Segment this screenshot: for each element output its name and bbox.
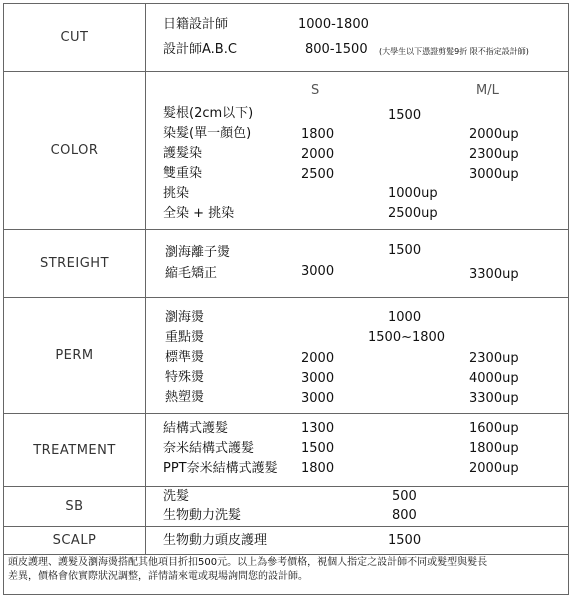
service-price-s: 3000 xyxy=(301,371,335,386)
section-label-perm: PERM xyxy=(4,298,146,413)
service-price-ml: 3300up xyxy=(469,267,519,282)
section-color xyxy=(4,72,568,230)
service-name: 特殊燙 xyxy=(165,370,205,385)
service-price: 1500~1800 xyxy=(368,330,446,345)
service-price: 2500up xyxy=(388,206,438,221)
service-price-ml: 4000up xyxy=(469,371,519,386)
footer-line: 差異，價格會依實際狀況調整，詳情請來電或現場詢問您的設計師。 xyxy=(8,571,308,582)
service-price-ml: 1600up xyxy=(469,421,519,436)
service-price: 1000 xyxy=(388,310,422,325)
service-name: 護髮染 xyxy=(163,146,203,161)
section-label-sb: SB xyxy=(4,487,146,526)
column-header-ml: M/L xyxy=(476,83,499,98)
service-name: 奈米結構式護髮 xyxy=(163,441,255,456)
column-header-s: S xyxy=(311,83,320,98)
section-label-streight: STREIGHT xyxy=(4,230,146,297)
service-name: 生物動力洗髮 xyxy=(163,508,242,523)
service-price: 500 xyxy=(392,489,417,504)
service-note: (大學生以下憑證剪髮9折 限不指定設計師) xyxy=(379,47,529,56)
section-scalp xyxy=(4,527,568,555)
service-price-ml: 3000up xyxy=(469,167,519,182)
service-price: 1500 xyxy=(388,108,422,123)
service-price-s: 1500 xyxy=(301,441,335,456)
service-name: 洗髮 xyxy=(163,489,190,504)
section-label-color: COLOR xyxy=(4,72,146,229)
service-name: 染髮(單一顏色) xyxy=(163,126,252,141)
service-price: 800 xyxy=(392,508,417,523)
service-price: 1000up xyxy=(388,186,438,201)
service-name: PPT奈米結構式護髮 xyxy=(163,461,278,476)
service-price: 1000-1800 xyxy=(298,17,369,32)
service-price: 800-1500 xyxy=(305,42,368,57)
service-price-ml: 2000up xyxy=(469,127,519,142)
service-price-ml: 2000up xyxy=(469,461,519,476)
service-name: 生物動力頭皮護理 xyxy=(163,533,268,548)
service-price-s: 2000 xyxy=(301,147,335,162)
service-price: 1500 xyxy=(388,243,422,258)
service-price-s: 1800 xyxy=(301,127,335,142)
section-treatment xyxy=(4,414,568,487)
service-price-s: 1800 xyxy=(301,461,335,476)
service-name: 日籍設計師 xyxy=(163,17,229,32)
service-name: 重點燙 xyxy=(165,330,205,345)
service-name: 全染 + 挑染 xyxy=(163,206,235,221)
section-label-treatment: TREATMENT xyxy=(4,414,146,486)
section-label-scalp: SCALP xyxy=(4,527,146,554)
service-price-s: 2000 xyxy=(301,351,335,366)
section-perm xyxy=(4,298,568,414)
service-price-s: 2500 xyxy=(301,167,335,182)
service-price-s: 3000 xyxy=(301,391,335,406)
service-name: 瀏海燙 xyxy=(165,310,205,325)
service-name: 挑染 xyxy=(163,186,190,201)
service-price-ml: 1800up xyxy=(469,441,519,456)
section-streight xyxy=(4,230,568,298)
service-price-s: 3000 xyxy=(301,264,335,279)
service-price-s: 1300 xyxy=(301,421,335,436)
service-name: 結構式護髮 xyxy=(163,421,229,436)
service-name: 瀏海離子燙 xyxy=(165,245,231,260)
service-name: 髮根(2cm以下) xyxy=(163,106,254,121)
section-sb xyxy=(4,487,568,527)
service-name: 雙重染 xyxy=(163,166,203,181)
price-table xyxy=(3,3,569,595)
footer-line: 頭皮護理、護髮及瀏海燙搭配其他項目折扣500元。以上為參考價格，視個人指定之設計師不同或髮型與髮長 xyxy=(8,557,488,568)
section-cut xyxy=(4,4,568,72)
service-name: 標準燙 xyxy=(165,350,205,365)
service-name: 縮毛矯正 xyxy=(165,266,218,281)
footer-note xyxy=(8,556,558,584)
service-price-ml: 2300up xyxy=(469,147,519,162)
service-price-ml: 3300up xyxy=(469,391,519,406)
service-price: 1500 xyxy=(388,533,422,548)
section-label-cut: CUT xyxy=(4,4,146,71)
service-name: 設計師A.B.C xyxy=(163,42,237,57)
service-name: 熱塑燙 xyxy=(165,390,205,405)
service-price-ml: 2300up xyxy=(469,351,519,366)
